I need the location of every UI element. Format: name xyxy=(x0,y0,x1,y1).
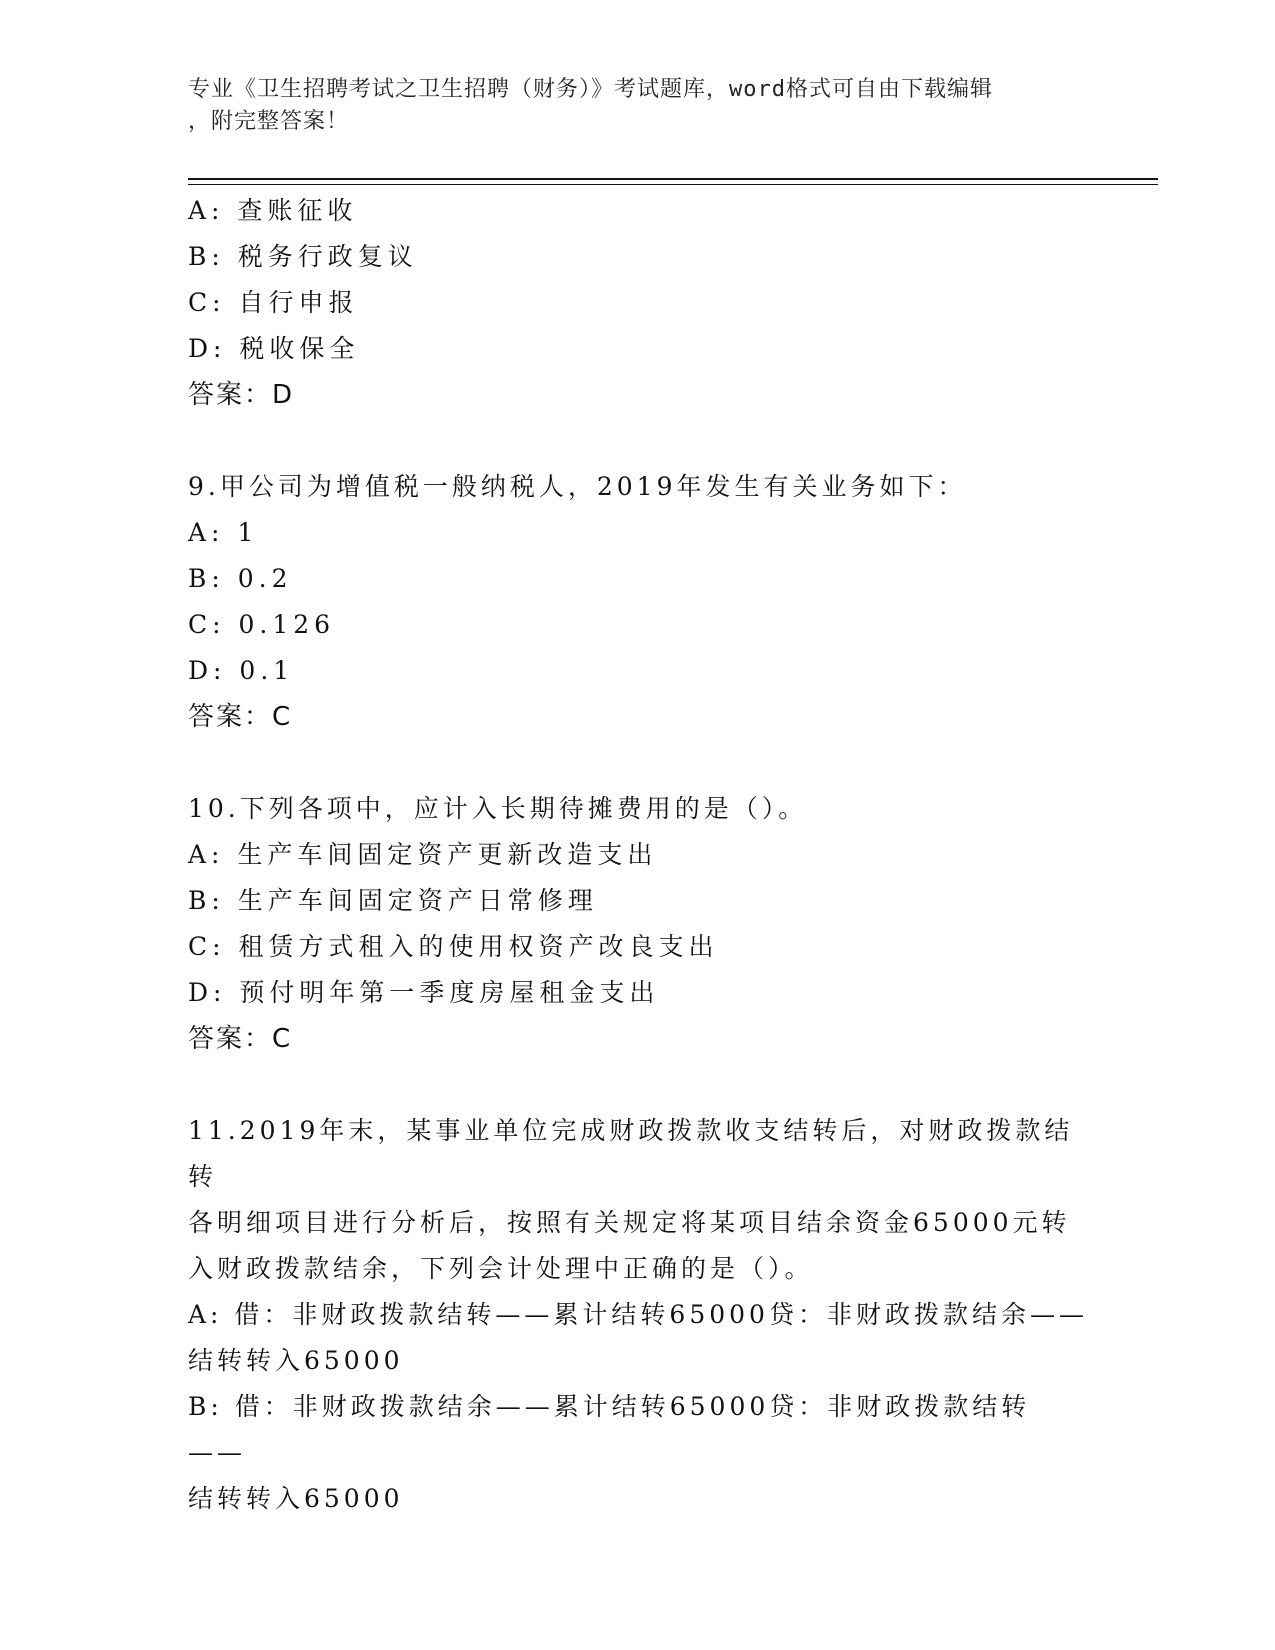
question-8-block xyxy=(188,188,1088,418)
option-c: C: 租赁方式租入的使用权资产改良支出 xyxy=(188,932,719,961)
option-a: A: 借：非财政拨款结转——累计结转65000贷：非财政拨款结余—— xyxy=(188,1300,1088,1329)
question-text-line: 入财政拨款结余，下列会计处理中正确的是（）。 xyxy=(188,1254,814,1283)
question-text-line: 各明细项目进行分析后，按照有关规定将某项目结余资金65000元转 xyxy=(188,1208,1071,1237)
answer: 答案：D xyxy=(188,380,295,410)
question-text-line: 11.2019年末，某事业单位完成财政拨款收支结转后，对财政拨款结转 xyxy=(188,1116,1074,1191)
option-a: A: 查账征收 xyxy=(188,196,358,225)
answer: 答案：C xyxy=(188,702,293,732)
option-a: A: 生产车间固定资产更新改造支出 xyxy=(188,840,658,869)
option-b: B: 借：非财政拨款结余——累计结转65000贷：非财政拨款结转—— xyxy=(188,1392,1031,1467)
option-d: D: 预付明年第一季度房屋租金支出 xyxy=(188,978,660,1007)
document-header xyxy=(188,74,1088,138)
question-list xyxy=(188,188,1088,1522)
question-9-block xyxy=(188,464,1088,740)
option-c: C: 0.126 xyxy=(188,610,336,639)
option-a-continued: 结转转入65000 xyxy=(188,1346,404,1375)
question-11-block xyxy=(188,1108,1088,1522)
question-text: 10.下列各项中，应计入长期待摊费用的是（）。 xyxy=(188,794,808,823)
option-b: B: 生产车间固定资产日常修理 xyxy=(188,886,598,915)
option-c: C: 自行申报 xyxy=(188,288,359,317)
spacer xyxy=(188,1062,1088,1108)
option-a: A: 1 xyxy=(188,518,259,547)
header-divider-thick xyxy=(188,178,1158,180)
option-d: D: 税收保全 xyxy=(188,334,360,363)
spacer xyxy=(188,418,1088,464)
question-10-block xyxy=(188,786,1088,1062)
option-b-continued: 结转转入65000 xyxy=(188,1484,404,1513)
option-b: B: 0.2 xyxy=(188,564,293,593)
answer: 答案：C xyxy=(188,1024,293,1054)
question-text: 9.甲公司为增值税一般纳税人，2019年发生有关业务如下： xyxy=(188,472,967,501)
header-line-1: 专业《卫生招聘考试之卫生招聘（财务）》考试题库，word格式可自由下载编辑 xyxy=(188,77,993,102)
option-b: B: 税务行政复议 xyxy=(188,242,418,271)
header-line-2: ，附完整答案！ xyxy=(188,109,350,134)
spacer xyxy=(188,740,1088,786)
header-divider-thin xyxy=(188,184,1158,185)
option-d: D: 0.1 xyxy=(188,656,295,685)
